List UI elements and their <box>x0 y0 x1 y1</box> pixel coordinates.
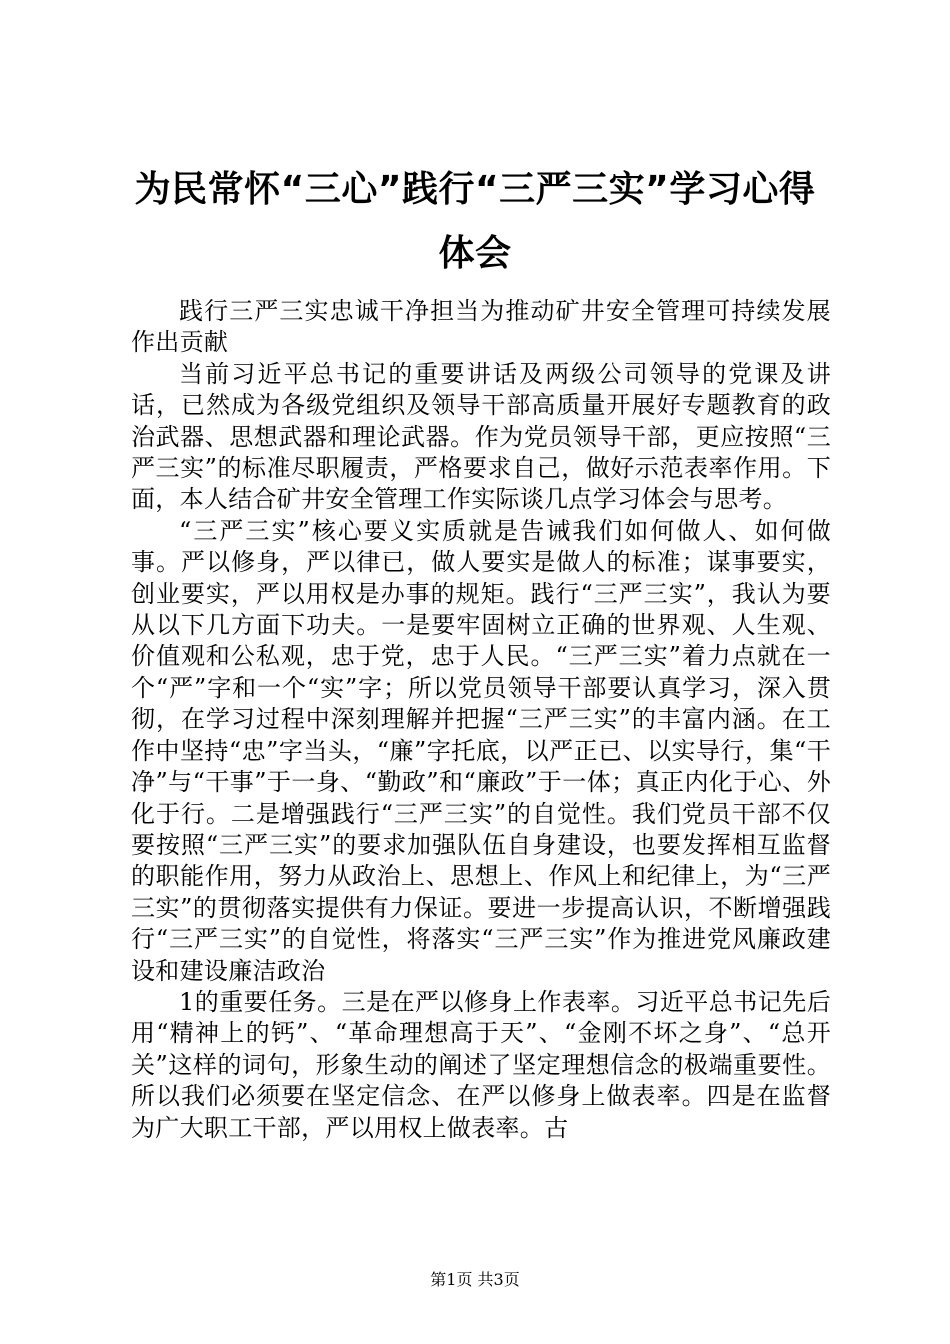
document-body <box>131 296 831 1144</box>
paragraph: “三严三实”核心要义实质就是告诫我们如何做人、如何做事。严以修身，严以律已，做人要实是做人的标准；谋事要实，创业要实，严以用权是办事的规矩。践行“三严三实”，我认为要从以下几方面下功夫。一是要牢固树立正确的世界观、人生观、价值观和公私观，忠于党，忠于人民。“三严三实”着力点就在一个“严”字和一个“实”字；所以党员领导干部要认真学习，深入贯彻，在学习过程中深刻理解并把握“三严三实”的丰富内涵。在工作中坚持“忠”字当头，“廉”字托底，以严正已、以实导行，集“干净”与“干事”于一身、“勤政”和“廉政”于一体；真正内化于心、外化于行。二是增强践行“三严三实”的自觉性。我们党员干部不仅要按照“三严三实”的要求加强队伍自身建设，也要发挥相互监督的职能作用，努力从政治上、思想上、作风上和纪律上，为“三严三实”的贯彻落实提供有力保证。要进一步提高认识，不断增强践行“三严三实”的自觉性，将落实“三严三实”作为推进党风廉政建设和建设廉洁政治 <box>131 516 831 985</box>
paragraph: 1的重要任务。三是在严以修身上作表率。习近平总书记先后用“精神上的钙”、“革命理想高于天”、“金刚不坏之身”、“总开关”这样的词句，形象生动的阐述了坚定理想信念的极端重要性。所以我们必须要在坚定信念、在严以修身上做表率。四是在监督为广大职工干部，严以用权上做表率。古 <box>131 987 831 1142</box>
paragraph-subtitle: 践行三严三实忠诚干净担当为推动矿井安全管理可持续发展作出贡献 <box>131 297 831 357</box>
paragraph: 当前习近平总书记的重要讲话及两级公司领导的党课及讲话，已然成为各级党组织及领导干部高质量开展好专题教育的政治武器、思想武器和理论武器。作为党员领导干部，更应按照“三严三实”的标准尽职履责，严格要求自己，做好示范表率作用。下面，本人结合矿井安全管理工作实际谈几点学习体会与思考。 <box>131 359 831 514</box>
page-number-footer: 第1页 共3页 <box>430 1270 520 1289</box>
document-title: 为民常怀“三心”践行“三严三实”学习心得体会 <box>134 169 816 274</box>
